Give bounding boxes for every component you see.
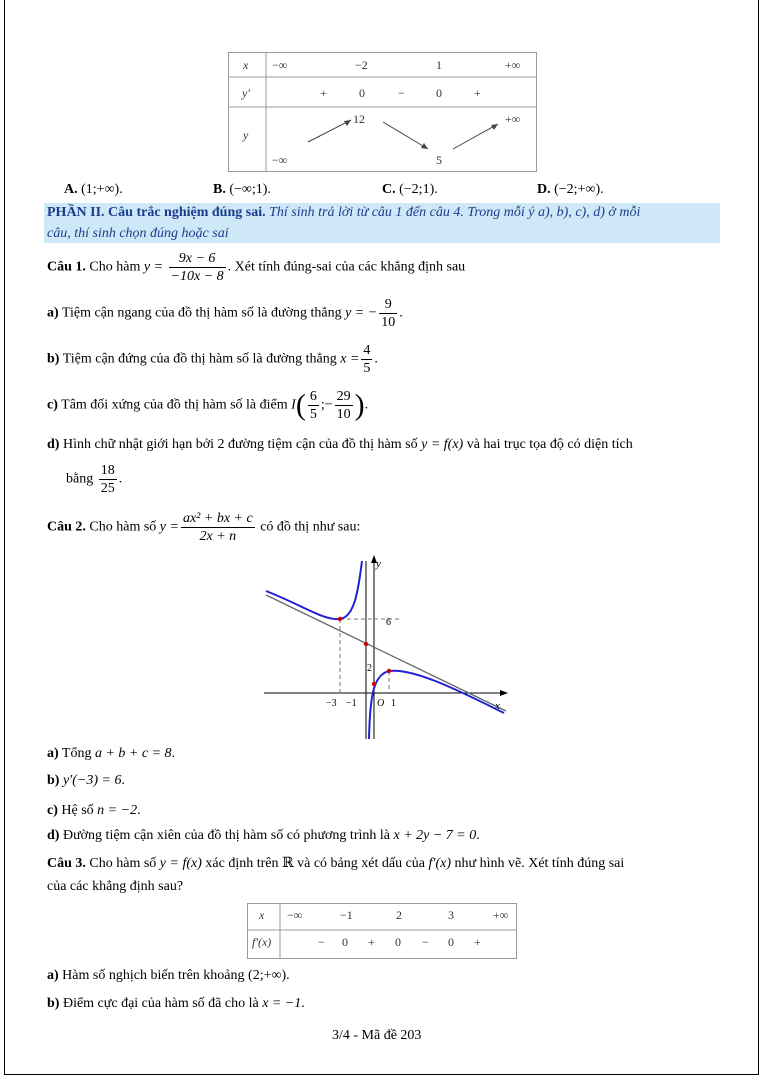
t1-x-label: x bbox=[243, 58, 249, 72]
label-six: 6 bbox=[386, 617, 391, 628]
t1-yp-sign: + bbox=[320, 86, 327, 100]
label-origin: O bbox=[377, 698, 385, 709]
t1-yp-sign: 0 bbox=[436, 86, 442, 100]
oblique-asymptote bbox=[266, 595, 506, 711]
t3-x-label: x bbox=[259, 908, 265, 922]
q1-d: d) Hình chữ nhật giới hạn bởi 2 đường tiệm cận của đồ thị hàm số y = f(x) và hai trục tọa độ có diện tích bbox=[47, 437, 633, 452]
label-y: y bbox=[376, 558, 381, 570]
t1-x-value: +∞ bbox=[505, 58, 521, 72]
t1-y-value: +∞ bbox=[505, 112, 521, 126]
q3-a: a) Hàm số nghịch biến trên khoảng (2;+∞). bbox=[47, 968, 290, 983]
t1-yp-sign: + bbox=[474, 86, 481, 100]
part2-line1: PHẦN II. Câu trắc nghiệm đúng sai. Thí sinh trả lời từ câu 1 đến câu 4. Trong mỗi ý a), b), c), d) ở mỗi bbox=[47, 205, 641, 220]
q2-c: c) Hệ số n = −2. bbox=[47, 803, 141, 818]
t1-x-value: −2 bbox=[355, 58, 368, 72]
t1-x-value: −∞ bbox=[272, 58, 288, 72]
q3-stem: Câu 3. Cho hàm số y = f(x) xác định trên ℝ và có bảng xét dấu của f′(x) như hình vẽ. Xét tính đúng sai bbox=[47, 856, 625, 871]
page-footer: 3/4 - Mã đề 203 bbox=[332, 1028, 422, 1043]
t1-y-value: 5 bbox=[436, 153, 442, 167]
t3-sign: + bbox=[368, 935, 375, 949]
t3-sign: − bbox=[318, 935, 325, 949]
point-marker bbox=[364, 642, 368, 646]
answer-b: B. (−∞;1). bbox=[213, 182, 271, 197]
t3-sign: 0 bbox=[342, 935, 348, 949]
label-x: x bbox=[495, 700, 500, 712]
point-marker bbox=[338, 617, 342, 621]
label-one: 1 bbox=[391, 698, 396, 709]
t3-x-value: −1 bbox=[340, 908, 353, 922]
q2-graph bbox=[262, 553, 512, 741]
q1-c: c) Tâm đối xứng của đồ thị hàm số là điểm I( $\frac{6}{5}$ ;− $\frac{29}{10}$ ). bbox=[47, 388, 369, 422]
t1-y-value: 12 bbox=[353, 112, 365, 126]
t3-sign: + bbox=[474, 935, 481, 949]
t1-x-value: 1 bbox=[436, 58, 442, 72]
part2-line2: câu, thí sinh chọn đúng hoặc sai bbox=[47, 226, 229, 241]
t1-yp-sign: − bbox=[398, 86, 405, 100]
answer-d: D. (−2;+∞). bbox=[537, 182, 604, 197]
t3-x-value: 3 bbox=[448, 908, 454, 922]
t3-x-value: 2 bbox=[396, 908, 402, 922]
t1-y-label: y bbox=[243, 128, 249, 142]
q1-d-cont: bằng $\frac{18}{25}$ . bbox=[66, 463, 123, 496]
t1-y-value: −∞ bbox=[272, 153, 288, 167]
answer-c: C. (−2;1). bbox=[382, 182, 438, 197]
t3-x-value: +∞ bbox=[493, 908, 509, 922]
q2-b: b) y′(−3) = 6. bbox=[47, 773, 125, 788]
answer-a: A. (1;+∞). bbox=[64, 182, 123, 197]
t1-yp-label: y′ bbox=[242, 86, 250, 100]
t3-fp-label: f′(x) bbox=[252, 935, 272, 949]
point-marker bbox=[387, 669, 391, 673]
t3-sign: 0 bbox=[395, 935, 401, 949]
q1-b: b) Tiệm cận đứng của đồ thị hàm số là đường thẳng x = $\frac{4}{5}$ . bbox=[47, 343, 378, 376]
q3-b: b) Điểm cực đại của hàm số đã cho là x = −1. bbox=[47, 996, 305, 1011]
q2-d: d) Đường tiệm cận xiên của đồ thị hàm số có phương trình là x + 2y − 7 = 0. bbox=[47, 828, 480, 843]
t3-sign: − bbox=[422, 935, 429, 949]
q1-stem: Câu 1. Cho hàm y = $\frac{9x - 6}{-10x - 8}$ . Xét tính đúng-sai của các khẳng định sau bbox=[47, 251, 466, 284]
q1-a: a) Tiệm cận ngang của đồ thị hàm số là đường thẳng y = − $\frac{9}{10}$ . bbox=[47, 297, 403, 330]
t1-yp-sign: 0 bbox=[359, 86, 365, 100]
point-marker bbox=[372, 682, 376, 686]
q3-stem-cont: của các khẳng định sau? bbox=[47, 879, 184, 894]
label-minus-one: −1 bbox=[346, 698, 357, 709]
curve-left-branch bbox=[266, 561, 362, 619]
t3-sign: 0 bbox=[448, 935, 454, 949]
label-two: 2 bbox=[367, 663, 372, 674]
q2-stem: Câu 2. Cho hàm số y = $\frac{\text{ax² + bx + c}}{2x + n}$ có đồ thị như sau: bbox=[47, 511, 361, 544]
q2-a: a) Tổng a + b + c = 8. bbox=[47, 746, 176, 761]
label-minus-three: −3 bbox=[326, 698, 337, 709]
t3-x-value: −∞ bbox=[287, 908, 303, 922]
